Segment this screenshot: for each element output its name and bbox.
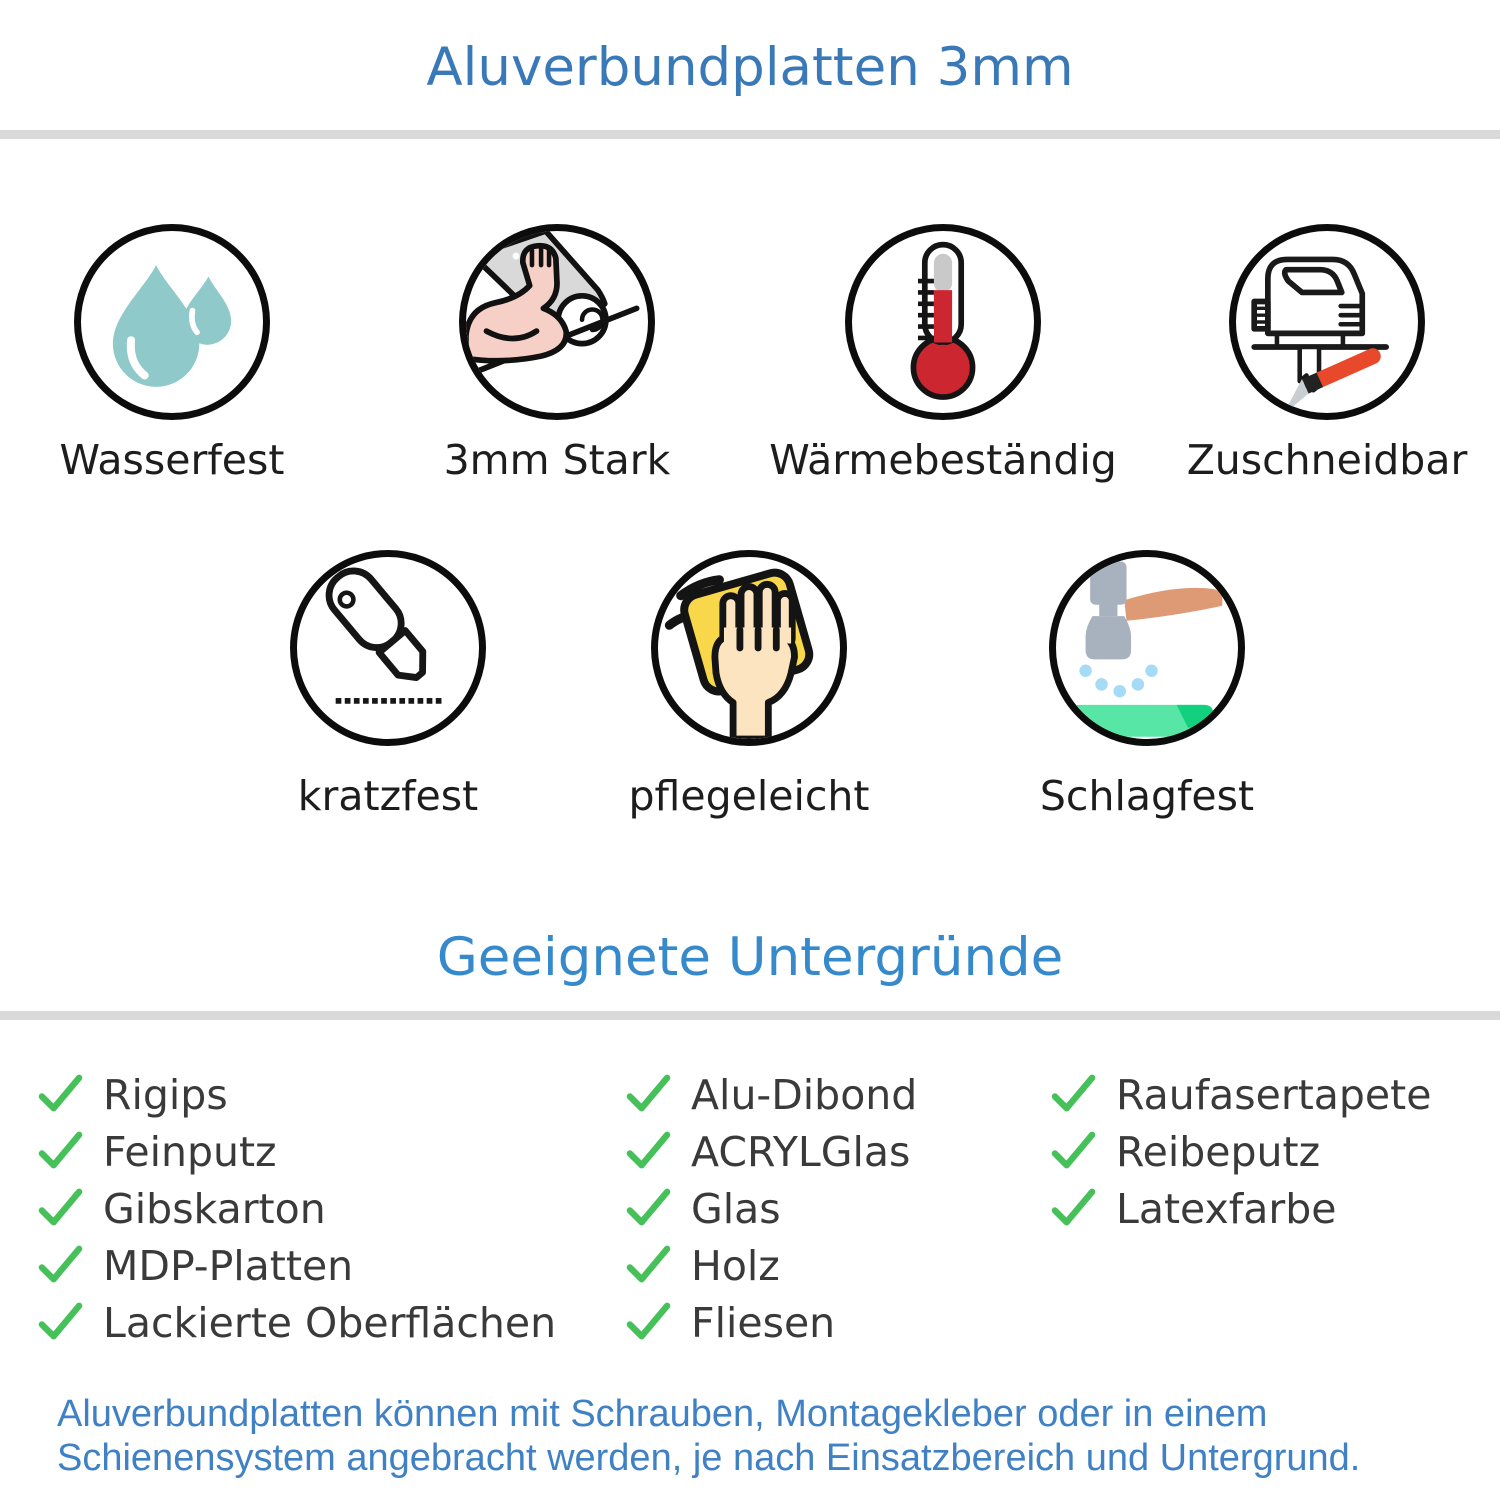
check-icon: [37, 1128, 84, 1175]
substrate-label: Holz: [691, 1241, 780, 1290]
check-icon: [625, 1242, 672, 1289]
mounting-note-line-1: Aluverbundplatten können mit Schrauben, Montagekleber oder in einem: [57, 1393, 1268, 1435]
list-item: [37, 1180, 556, 1237]
feature-label: Wärmebeständig: [769, 436, 1117, 484]
list-item: [625, 1180, 917, 1237]
jigsaw-cutter-icon: [1229, 224, 1425, 420]
list-item: [1050, 1066, 1431, 1123]
utility-knife-icon: [290, 550, 486, 746]
feature-label: Schlagfest: [1039, 772, 1255, 820]
list-item: [625, 1237, 917, 1294]
divider-bar-top: [0, 130, 1500, 139]
substrate-label: Lackierte Oberflächen: [103, 1298, 557, 1347]
section-title-untergruende: Geeignete Untergründe: [436, 927, 1064, 988]
substrate-label: ACRYLGlas: [691, 1127, 911, 1176]
check-icon: [625, 1185, 672, 1232]
substrate-column-1: [37, 1066, 556, 1351]
feature-waermebestaendig: [763, 224, 1123, 484]
list-item: [625, 1294, 917, 1351]
substrate-column-2: [625, 1066, 917, 1351]
feature-label: 3mm Stark: [443, 436, 671, 484]
list-item: [37, 1066, 556, 1123]
check-icon: [625, 1071, 672, 1118]
muscle-arm-icon: [459, 224, 655, 420]
substrate-label: Alu-Dibond: [691, 1070, 918, 1119]
substrate-column-3: [1050, 1066, 1431, 1237]
list-item: [1050, 1123, 1431, 1180]
check-icon: [1050, 1128, 1097, 1175]
feature-zuschneidbar: [1147, 224, 1500, 484]
water-drops-icon: [74, 224, 270, 420]
feature-kratzfest: [208, 550, 568, 820]
list-item: [1050, 1180, 1431, 1237]
substrate-label: MDP-Platten: [103, 1241, 354, 1290]
substrate-label: Reibeputz: [1116, 1127, 1321, 1176]
check-icon: [37, 1185, 84, 1232]
check-icon: [1050, 1185, 1097, 1232]
check-icon: [37, 1299, 84, 1346]
mounting-note: [57, 1392, 1467, 1480]
wiping-hand-icon: [651, 550, 847, 746]
check-icon: [1050, 1071, 1097, 1118]
substrate-label: Fliesen: [691, 1298, 836, 1347]
thermometer-icon: [845, 224, 1041, 420]
feature-wasserfest: [0, 224, 352, 484]
divider-bar-bottom: [0, 1011, 1500, 1020]
substrate-label: Latexfarbe: [1116, 1184, 1337, 1233]
hammer-impact-icon: [1049, 550, 1245, 746]
list-item: [625, 1066, 917, 1123]
feature-label: Wasserfest: [59, 436, 285, 484]
mounting-note-line-2: Schienensystem angebracht werden, je nach Einsatzbereich und Untergrund.: [57, 1437, 1361, 1479]
feature-label: kratzfest: [297, 772, 479, 820]
substrate-label: Gibskarton: [103, 1184, 326, 1233]
feature-3mm-stark: [377, 224, 737, 484]
page-title: Aluverbundplatten 3mm: [426, 37, 1074, 98]
feature-label: pflegeleicht: [628, 772, 870, 820]
check-icon: [37, 1071, 84, 1118]
feature-label: Zuschneidbar: [1186, 436, 1468, 484]
list-item: [625, 1123, 917, 1180]
substrate-label: Feinputz: [103, 1127, 277, 1176]
check-icon: [625, 1128, 672, 1175]
substrate-label: Glas: [691, 1184, 781, 1233]
list-item: [37, 1123, 556, 1180]
check-icon: [37, 1242, 84, 1289]
substrate-label: Rigips: [103, 1070, 228, 1119]
substrate-label: Raufasertapete: [1116, 1070, 1432, 1119]
check-icon: [625, 1299, 672, 1346]
list-item: [37, 1294, 556, 1351]
feature-pflegeleicht: [569, 550, 929, 820]
feature-schlagfest: [967, 550, 1327, 820]
list-item: [37, 1237, 556, 1294]
